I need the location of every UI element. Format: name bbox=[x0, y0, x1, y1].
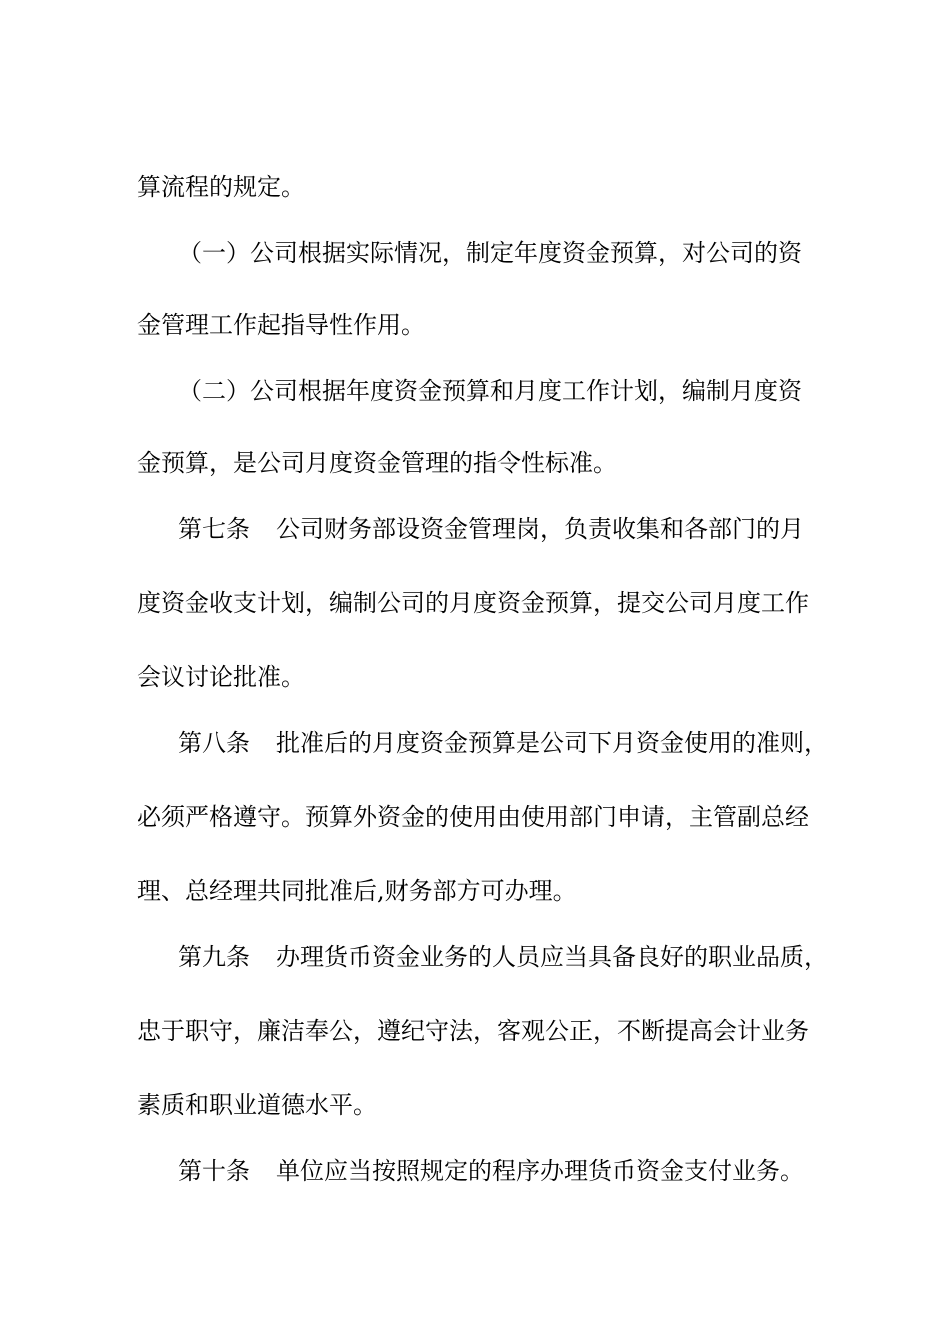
line-text: 必须严格遵守。预算外资金的使用由使用部门申请，主管副总经 bbox=[137, 803, 809, 831]
line-text: 办理货币资金业务的人员应当具备良好的职业品质， bbox=[276, 943, 828, 971]
paragraph-line bbox=[137, 802, 809, 832]
line-text: 金管理工作起指导性作用。 bbox=[137, 311, 425, 339]
line-text: 会议讨论批准。 bbox=[137, 663, 305, 691]
article-number: 第八条 bbox=[178, 729, 250, 757]
article-number: 第九条 bbox=[178, 943, 250, 971]
paragraph-line bbox=[137, 876, 577, 906]
line-text: （一）公司根据实际情况，制定年度资金预算，对公司的资 bbox=[178, 239, 802, 267]
line-text: 算流程的规定。 bbox=[137, 173, 305, 201]
paragraph-line bbox=[137, 1016, 809, 1046]
paragraph-line bbox=[137, 662, 305, 692]
line-text: 忠于职守，廉洁奉公，遵纪守法，客观公正，不断提高会计业务 bbox=[137, 1017, 809, 1045]
paragraph-line bbox=[178, 238, 802, 268]
paragraph-line bbox=[178, 1156, 804, 1186]
article-number: 第七条 bbox=[178, 515, 250, 543]
line-text: 素质和职业道德水平。 bbox=[137, 1091, 377, 1119]
paragraph-line bbox=[137, 172, 305, 202]
line-text: 理、总经理共同批准后,财务部方可办理。 bbox=[137, 877, 577, 905]
paragraph-line bbox=[178, 942, 828, 972]
paragraph-line bbox=[178, 376, 802, 406]
line-text: 金预算，是公司月度资金管理的指令性标准。 bbox=[137, 449, 617, 477]
line-text: （二）公司根据年度资金预算和月度工作计划，编制月度资 bbox=[178, 377, 802, 405]
paragraph-line bbox=[178, 514, 804, 544]
paragraph-line bbox=[137, 448, 617, 478]
line-text: 公司财务部设资金管理岗，负责收集和各部门的月 bbox=[276, 515, 804, 543]
article-number: 第十条 bbox=[178, 1157, 250, 1185]
paragraph-line bbox=[137, 310, 425, 340]
paragraph-line bbox=[137, 1090, 377, 1120]
line-text: 批准后的月度资金预算是公司下月资金使用的准则， bbox=[276, 729, 828, 757]
paragraph-line bbox=[178, 728, 828, 758]
line-text: 单位应当按照规定的程序办理货币资金支付业务。 bbox=[276, 1157, 804, 1185]
paragraph-line bbox=[137, 588, 809, 618]
line-text: 度资金收支计划，编制公司的月度资金预算，提交公司月度工作 bbox=[137, 589, 809, 617]
